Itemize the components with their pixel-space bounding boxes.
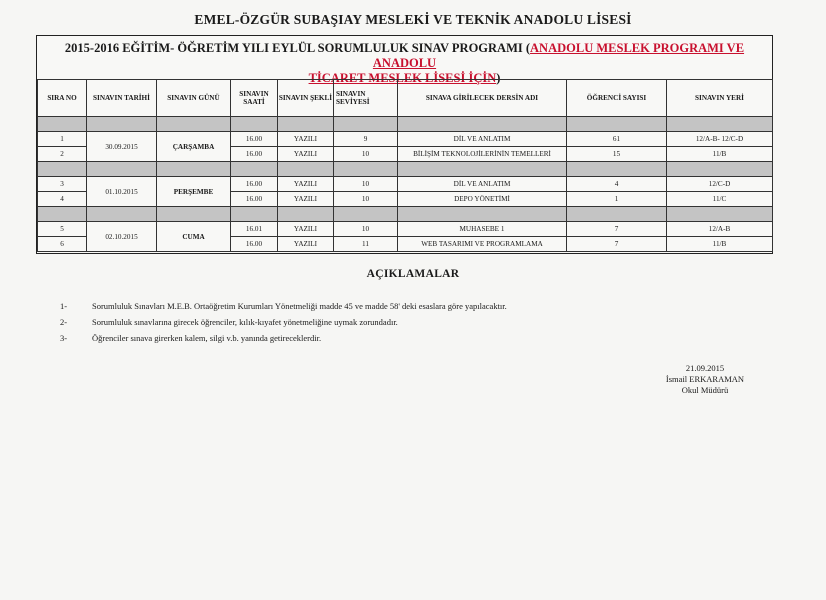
- exam-time: 16.00: [231, 237, 278, 252]
- exam-type: YAZILI: [278, 177, 334, 192]
- program-title-highlight-2: TİCARET MESLEK LİSESİ İÇİN: [308, 71, 497, 85]
- exam-date: 30.09.2015: [87, 132, 157, 162]
- table-row: [38, 177, 773, 192]
- exam-place: 11/B: [667, 147, 773, 162]
- student-count: 15: [567, 147, 667, 162]
- exam-date: 01.10.2015: [87, 177, 157, 207]
- exam-place: 12/C-D: [667, 177, 773, 192]
- row-no: 3: [38, 177, 87, 192]
- course-name: MUHASEBE 1: [398, 222, 567, 237]
- course-name: DİL VE ANLATIM: [398, 177, 567, 192]
- col-header: ÖĞRENCİ SAYISI: [567, 80, 667, 117]
- group-separator-row: [38, 207, 773, 222]
- course-name: DEPO YÖNETİMİ: [398, 192, 567, 207]
- signature-role: Okul Müdürü: [681, 385, 729, 395]
- note-text: Sorumluluk Sınavları M.E.B. Ortaöğretim Kurumları Yönetmeliği madde 45 ve madde 58' deki esaslara göre yapılacaktır.: [92, 301, 507, 311]
- exam-schedule-table: [37, 79, 773, 252]
- exam-type: YAZILI: [278, 147, 334, 162]
- student-count: 1: [567, 192, 667, 207]
- program-title-main: 2015-2016 EĞİTİM- ÖĞRETİM YILI EYLÜL SORUMLULUK SINAV PROGRAMI (: [64, 41, 531, 55]
- exam-time: 16.00: [231, 192, 278, 207]
- signature-name: İsmail ERKARAMAN: [665, 374, 745, 384]
- exam-level: 10: [334, 177, 398, 192]
- col-header: SINAVIN SEVİYESİ: [334, 80, 398, 117]
- note-text: Sorumluluk sınavlarına girecek öğrenciler, kılık-kıyafet yönetmeliğine uymak zorundadır.: [92, 317, 398, 327]
- exam-level: 10: [334, 147, 398, 162]
- exam-time: 16.00: [231, 177, 278, 192]
- table-row: [38, 132, 773, 147]
- note-number: 3-: [60, 333, 68, 343]
- notes-title: AÇIKLAMALAR: [366, 268, 460, 280]
- row-no: 4: [38, 192, 87, 207]
- table-row: [38, 222, 773, 237]
- student-count: 7: [567, 237, 667, 252]
- note-item: [60, 301, 507, 311]
- signature-block: [640, 363, 770, 396]
- exam-day: CUMA: [157, 222, 231, 252]
- course-name: DİL VE ANLATIM: [398, 132, 567, 147]
- col-header: SINAVIN TARİHİ: [87, 80, 157, 117]
- exam-time: 16.00: [231, 132, 278, 147]
- exam-type: YAZILI: [278, 192, 334, 207]
- note-number: 1-: [60, 301, 68, 311]
- table-header-row: [38, 80, 773, 117]
- exam-type: YAZILI: [278, 237, 334, 252]
- school-title: EMEL-ÖZGÜR SUBAŞIAY MESLEKİ VE TEKNİK ANADOLU LİSESİ: [194, 12, 632, 27]
- signature-date: 21.09.2015: [685, 363, 725, 373]
- exam-level: 10: [334, 192, 398, 207]
- col-header: SINAVIN SAATİ: [231, 80, 278, 117]
- row-no: 1: [38, 132, 87, 147]
- exam-place: 12/A-B- 12/C-D: [667, 132, 773, 147]
- note-item: [60, 333, 321, 343]
- exam-level: 11: [334, 237, 398, 252]
- course-name: WEB TASARIMI VE PROGRAMLAMA: [398, 237, 567, 252]
- col-header: SINAVA GİRİLECEK DERSİN ADI: [398, 80, 567, 117]
- exam-day: PERŞEMBE: [157, 177, 231, 207]
- exam-type: YAZILI: [278, 132, 334, 147]
- col-header: SINAVIN ŞEKLİ: [278, 80, 334, 117]
- exam-type: YAZILI: [278, 222, 334, 237]
- program-title-highlight-1: ANADOLU MESLEK PROGRAMI VE ANADOLU: [372, 41, 745, 70]
- exam-time: 16.01: [231, 222, 278, 237]
- col-header: SINAVIN YERİ: [667, 80, 773, 117]
- note-number: 2-: [60, 317, 68, 327]
- exam-time: 16.00: [231, 147, 278, 162]
- course-name: BİLİŞİM TEKNOLOJİLERİNİN TEMELLERİ: [398, 147, 567, 162]
- student-count: 4: [567, 177, 667, 192]
- row-no: 5: [38, 222, 87, 237]
- exam-day: ÇARŞAMBA: [157, 132, 231, 162]
- row-no: 2: [38, 147, 87, 162]
- col-header: SINAVIN GÜNÜ: [157, 80, 231, 117]
- program-title-close: ): [496, 71, 501, 85]
- group-separator-row: [38, 162, 773, 177]
- col-header: SIRA NO: [38, 80, 87, 117]
- note-item: [60, 317, 398, 327]
- note-text: Öğrenciler sınava girerken kalem, silgi v.b. yanında getireceklerdir.: [92, 333, 322, 343]
- exam-place: 11/B: [667, 237, 773, 252]
- exam-place: 11/C: [667, 192, 773, 207]
- exam-level: 10: [334, 222, 398, 237]
- row-no: 6: [38, 237, 87, 252]
- exam-level: 9: [334, 132, 398, 147]
- exam-program-frame: [36, 35, 773, 254]
- student-count: 7: [567, 222, 667, 237]
- group-separator-row: [38, 117, 773, 132]
- exam-place: 12/A-B: [667, 222, 773, 237]
- student-count: 61: [567, 132, 667, 147]
- exam-date: 02.10.2015: [87, 222, 157, 252]
